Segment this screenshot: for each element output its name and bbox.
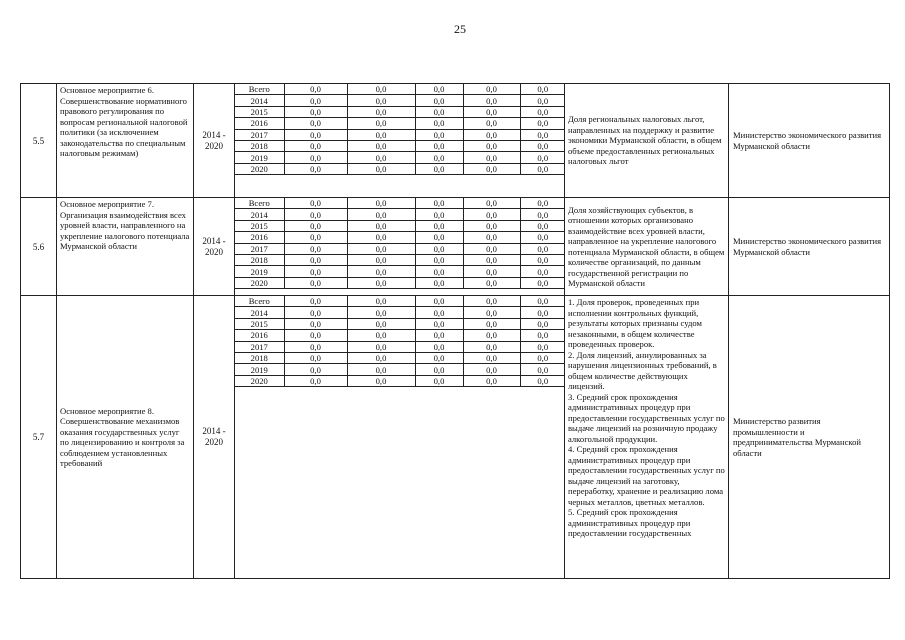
indicator: Доля региональных налоговых льгот, направленных на поддержку и развитие экономики Мурманской области, в общем объеме предоставленных региональных налоговых льгот [565,84,729,198]
year-label: 2014 [235,209,284,220]
financing-value: 0,0 [284,140,347,151]
financing-row [235,198,565,209]
financing-value: 0,0 [415,307,463,318]
financing-value: 0,0 [415,209,463,220]
financing-value: 0,0 [463,84,520,95]
financing-value: 0,0 [284,364,347,375]
financing-value: 0,0 [520,296,565,307]
financing-value: 0,0 [520,352,565,363]
financing-value: 0,0 [284,209,347,220]
financing-value: 0,0 [415,232,463,243]
indicator: 1. Доля проверок, проведенных при исполнении контрольных функций, результаты которых признаны судом незаконными, в общем количестве проведенных проверок. 2. Доля лицензий, аннулированных за нарушения лицензионных требований, в общем количестве действующих лицензий. 3. Средний срок прохождения административных процедур при предоставлении государственных услуг по выдаче лицензий на розничную продажу алкогольной продукции. 4. Средний срок прохождения административных процедур при предоставлении государственных услуг по выдаче лицензий на заготовку, переработку, хранение и реализацию лома черных металлов, цветных металлов. 5. Средний срок прохождения административных процедур при предоставлении государственных [565,296,729,579]
financing-value: 0,0 [463,318,520,329]
financing-value: 0,0 [520,163,565,174]
financing-cell [235,84,565,198]
financing-value: 0,0 [284,307,347,318]
financing-value: 0,0 [284,266,347,277]
financing-value: 0,0 [284,84,347,95]
financing-value: 0,0 [284,220,347,231]
financing-value: 0,0 [520,129,565,140]
financing-value: 0,0 [520,254,565,265]
financing-value: 0,0 [520,152,565,163]
financing-value: 0,0 [520,209,565,220]
financing-cell [235,198,565,296]
financing-value: 0,0 [347,220,415,231]
financing-value: 0,0 [463,198,520,209]
financing-value: 0,0 [520,318,565,329]
activity-name: Основное мероприятие 8. Совершенствование механизмов оказания государственных услуг по лицензированию и контроля за соблюдением установленных требований [57,296,194,579]
financing-value: 0,0 [415,118,463,129]
financing-row [235,243,565,254]
table-row [21,296,890,579]
financing-value: 0,0 [463,352,520,363]
financing-value: 0,0 [520,341,565,352]
year-label: 2017 [235,341,284,352]
financing-value: 0,0 [463,341,520,352]
financing-value: 0,0 [520,95,565,106]
financing-value: 0,0 [415,84,463,95]
year-label: 2015 [235,106,284,117]
financing-row [235,209,565,220]
financing-row [235,232,565,243]
year-label: 2019 [235,266,284,277]
financing-value: 0,0 [347,243,415,254]
table-row [21,198,890,296]
year-label: 2016 [235,330,284,341]
year-label: 2020 [235,163,284,174]
financing-value: 0,0 [347,307,415,318]
financing-value: 0,0 [415,254,463,265]
financing-value: 0,0 [463,307,520,318]
responsible-executor: Министерство экономического развития Мурманской области [729,84,890,198]
financing-value: 0,0 [520,277,565,288]
financing-value: 0,0 [284,341,347,352]
financing-value: 0,0 [284,106,347,117]
year-label: Всего [235,198,284,209]
financing-row [235,254,565,265]
financing-value: 0,0 [415,106,463,117]
financing-value: 0,0 [415,140,463,151]
financing-row [235,341,565,352]
financing-value: 0,0 [284,95,347,106]
financing-value: 0,0 [415,375,463,386]
financing-row [235,330,565,341]
financing-value: 0,0 [415,277,463,288]
year-label: 2014 [235,95,284,106]
financing-value: 0,0 [284,277,347,288]
financing-value: 0,0 [463,364,520,375]
period: 2014 - 2020 [194,198,235,296]
financing-value: 0,0 [284,129,347,140]
financing-value: 0,0 [415,296,463,307]
financing-value: 0,0 [347,254,415,265]
financing-value: 0,0 [347,106,415,117]
financing-row [235,106,565,117]
financing-row [235,140,565,151]
financing-value: 0,0 [415,330,463,341]
financing-value: 0,0 [520,140,565,151]
financing-value: 0,0 [347,364,415,375]
financing-value: 0,0 [463,277,520,288]
year-label: 2020 [235,375,284,386]
financing-value: 0,0 [284,152,347,163]
financing-value: 0,0 [347,129,415,140]
financing-value: 0,0 [463,266,520,277]
financing-value: 0,0 [415,318,463,329]
financing-row [235,129,565,140]
financing-value: 0,0 [284,118,347,129]
period: 2014 - 2020 [194,296,235,579]
row-number: 5.5 [21,84,57,198]
year-label: 2019 [235,152,284,163]
financing-value: 0,0 [415,266,463,277]
row-number: 5.7 [21,296,57,579]
financing-row [235,307,565,318]
year-label: 2015 [235,318,284,329]
page-number: 25 [454,22,466,36]
financing-row [235,296,565,307]
financing-row [235,277,565,288]
financing-value: 0,0 [284,318,347,329]
financing-value: 0,0 [347,209,415,220]
financing-value: 0,0 [347,277,415,288]
responsible-executor: Министерство экономического развития Мурманской области [729,198,890,296]
activity-name: Основное мероприятие 6. Совершенствование нормативного правового регулирования по вопросам региональной налоговой политики (за исключением законодательства по специальным налоговым режимам) [57,84,194,198]
year-label: 2014 [235,307,284,318]
financing-value: 0,0 [284,198,347,209]
financing-cell [235,296,565,579]
program-table [20,83,890,579]
financing-value: 0,0 [415,198,463,209]
year-label: 2018 [235,352,284,363]
financing-row [235,95,565,106]
financing-value: 0,0 [347,198,415,209]
financing-value: 0,0 [463,254,520,265]
year-label: 2016 [235,118,284,129]
financing-row [235,220,565,231]
responsible-executor: Министерство развития промышленности и предпринимательства Мурманской области [729,296,890,579]
year-label: 2017 [235,243,284,254]
financing-value: 0,0 [520,106,565,117]
financing-value: 0,0 [463,209,520,220]
year-label: Всего [235,296,284,307]
financing-row [235,152,565,163]
financing-value: 0,0 [520,198,565,209]
financing-value: 0,0 [347,296,415,307]
financing-value: 0,0 [347,84,415,95]
year-label: 2020 [235,277,284,288]
financing-value: 0,0 [463,232,520,243]
financing-value: 0,0 [520,118,565,129]
financing-value: 0,0 [415,152,463,163]
financing-value: 0,0 [415,243,463,254]
financing-value: 0,0 [463,220,520,231]
financing-row [235,352,565,363]
financing-value: 0,0 [415,163,463,174]
financing-value: 0,0 [463,330,520,341]
financing-value: 0,0 [284,163,347,174]
financing-value: 0,0 [347,330,415,341]
financing-value: 0,0 [284,254,347,265]
activity-name: Основное мероприятие 7. Организация взаимодействия всех уровней власти, направленного на укрепление налогового потенциала Мурманской области [57,198,194,296]
year-label: 2018 [235,254,284,265]
financing-value: 0,0 [347,163,415,174]
financing-value: 0,0 [347,232,415,243]
indicator: Доля хозяйствующих субъектов, в отношении которых организовано взаимодействие всех уровней власти, направленное на укрепление налогового потенциала Мурманской области, в общем количестве организаций, по данным государственной регистрации по Мурманской области [565,198,729,296]
financing-value: 0,0 [347,318,415,329]
financing-value: 0,0 [347,118,415,129]
financing-value: 0,0 [520,232,565,243]
financing-value: 0,0 [463,106,520,117]
year-label: 2016 [235,232,284,243]
financing-value: 0,0 [347,266,415,277]
year-label: 2018 [235,140,284,151]
financing-value: 0,0 [463,375,520,386]
financing-value: 0,0 [284,243,347,254]
financing-value: 0,0 [415,341,463,352]
financing-table [235,296,565,387]
financing-value: 0,0 [520,364,565,375]
financing-row [235,364,565,375]
financing-value: 0,0 [415,220,463,231]
year-label: 2017 [235,129,284,140]
financing-value: 0,0 [463,243,520,254]
financing-value: 0,0 [284,330,347,341]
year-label: Всего [235,84,284,95]
financing-row [235,266,565,277]
financing-value: 0,0 [347,352,415,363]
financing-table [235,84,565,175]
financing-row [235,118,565,129]
financing-value: 0,0 [347,152,415,163]
financing-value: 0,0 [520,84,565,95]
financing-value: 0,0 [520,307,565,318]
financing-value: 0,0 [415,364,463,375]
financing-value: 0,0 [415,129,463,140]
financing-value: 0,0 [463,95,520,106]
financing-value: 0,0 [520,330,565,341]
financing-row [235,84,565,95]
financing-value: 0,0 [347,140,415,151]
financing-value: 0,0 [463,296,520,307]
financing-value: 0,0 [463,140,520,151]
financing-row [235,318,565,329]
financing-value: 0,0 [284,352,347,363]
financing-row [235,375,565,386]
year-label: 2015 [235,220,284,231]
financing-value: 0,0 [520,375,565,386]
financing-value: 0,0 [520,243,565,254]
year-label: 2019 [235,364,284,375]
financing-table [235,198,565,289]
financing-value: 0,0 [347,341,415,352]
financing-value: 0,0 [284,375,347,386]
financing-value: 0,0 [463,118,520,129]
financing-value: 0,0 [347,95,415,106]
financing-value: 0,0 [520,220,565,231]
financing-value: 0,0 [415,352,463,363]
row-number: 5.6 [21,198,57,296]
table-row [21,84,890,198]
financing-value: 0,0 [284,232,347,243]
financing-value: 0,0 [520,266,565,277]
financing-value: 0,0 [415,95,463,106]
period: 2014 - 2020 [194,84,235,198]
financing-value: 0,0 [463,152,520,163]
financing-row [235,163,565,174]
financing-value: 0,0 [463,163,520,174]
financing-value: 0,0 [463,129,520,140]
financing-value: 0,0 [284,296,347,307]
financing-value: 0,0 [347,375,415,386]
